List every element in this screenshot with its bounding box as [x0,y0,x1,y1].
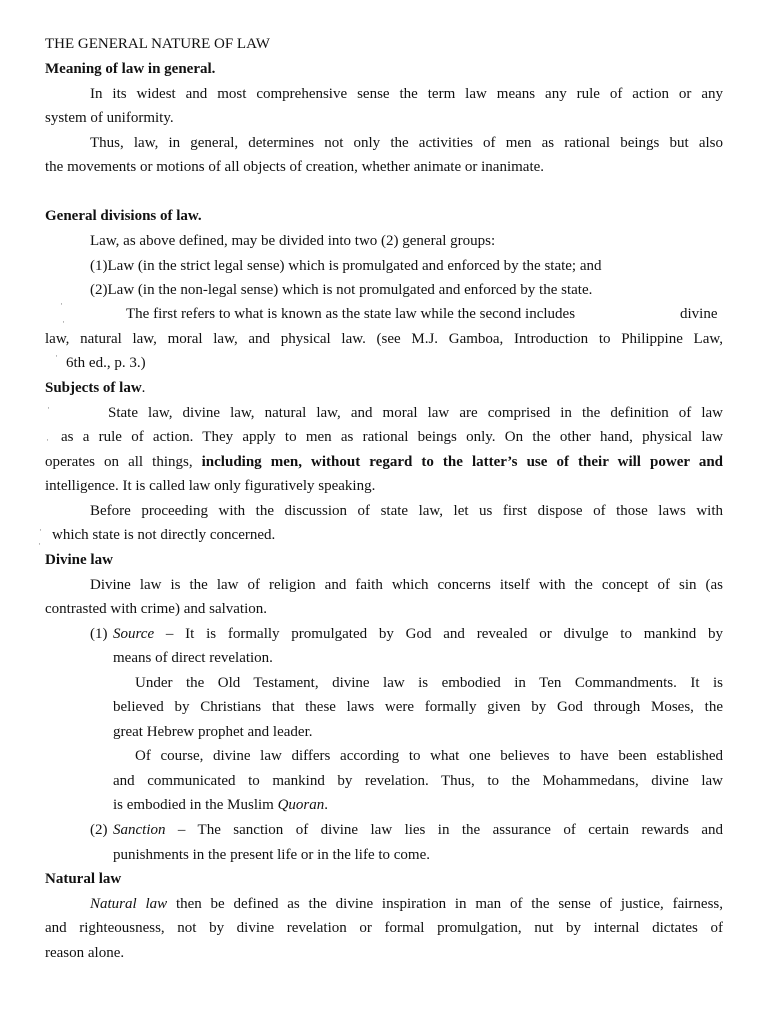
document-title: THE GENERAL NATURE OF LAW [45,36,270,52]
natural-p1-term: Natural law [90,896,168,912]
list-text: Law (in the strict legal sense) which is promulgated and enforced by the state; and [107,258,602,274]
subjects-p1-line4: intelligence. It is called law only figuratively speaking. [45,478,376,494]
list-number: (2) [90,282,108,298]
divisions-p-line3: 6th ed., p. 3.) [66,355,146,371]
meaning-p1-line2: system of uniformity. [45,110,174,126]
subjects-p1-line3-bold: including men, without regard to the latter’s use of their will power and [201,454,724,470]
divine-item2-line2: punishments in the present life or in the life to come. [113,847,431,863]
divine-item1-number: (1) [90,626,108,642]
subjects-p1-line3 [45,453,723,471]
divisions-p-line2: law, natural law, moral law, and physical law. (see M.J. Gamboa, Introduction to Philippine Law, [45,331,723,347]
natural-p1-line3: reason alone. [45,945,125,961]
scan-speck: · [60,299,63,309]
scan-speck: · [38,539,41,549]
list-number: (1) [90,258,108,274]
divisions-item-2 [90,281,592,299]
divine-sub2-period: . [324,797,328,813]
meaning-p2-line1: Thus, law, in general, determines not only the activities of men as rational beings but also [90,135,723,151]
subjects-p1-line1: State law, divine law, natural law, and moral law are comprised in the definition of law [108,405,723,421]
divine-item2-number: (2) [90,822,108,838]
divine-sub2-term: Quoran [277,797,325,813]
divine-item2-term: Sanction [113,822,166,838]
natural-p1-line2: and righteousness, not by divine revelation or formal promulgation, nut by internal dictates of [45,920,723,936]
subjects-p1-line3-a: operates on all things, [45,454,193,470]
divine-item1-line1 [113,625,723,643]
scan-speck: · [39,525,42,535]
heading-subjects [45,379,145,397]
meaning-p2-line2: the movements or motions of all objects of creation, whether animate or inanimate. [45,159,545,175]
list-text: Law (in the non-legal sense) which is not promulgated and enforced by the state. [107,282,593,298]
heading-divisions: General divisions of law. [45,208,202,224]
scan-speck: · [47,403,50,413]
divine-sub2-line3-text: is embodied in the Muslim [113,797,274,813]
subjects-p2-line1: Before proceeding with the discussion of state law, let us first dispose of those laws with [90,503,723,519]
divisions-p-line1-end: divine [680,306,718,322]
heading-meaning: Meaning of law in general. [45,61,216,77]
divisions-intro: Law, as above defined, may be divided into two (2) general groups: [90,233,496,249]
divine-sub1-line1: Under the Old Testament, divine law is embodied in Ten Commandments. It is [135,675,723,691]
subjects-p2-line2: which state is not directly concerned. [52,527,276,543]
heading-subjects-text: Subjects of law [45,380,142,396]
divine-p1-line2: contrasted with crime) and salvation. [45,601,268,617]
divine-sub2-line3 [113,796,328,814]
divine-item1-term: Source [113,626,155,642]
divine-sub1-line2: believed by Christians that these laws were formally given by God through Moses, the [113,699,723,715]
scan-speck: · [55,351,58,361]
subjects-p1-line2: as a rule of action. They apply to men as rational beings only. On the other hand, physical law [61,429,723,445]
divine-sub2-line2: and communicated to mankind by revelation. Thus, to the Mohammedans, divine law [113,773,723,789]
scan-speck: · [62,317,65,327]
divine-sub1-line3: great Hebrew prophet and leader. [113,724,313,740]
divine-item2-text: – The sanction of divine law lies in the assurance of certain rewards and [177,822,723,838]
heading-natural: Natural law [45,871,122,887]
divine-sub2-line1: Of course, divine law differs according to what one believes to have been established [135,748,723,764]
divisions-p-line1: The first refers to what is known as the state law while the second includes [126,306,576,322]
scan-speck: · [46,435,49,445]
divine-p1-line1: Divine law is the law of religion and faith which concerns itself with the concept of sin (as [90,577,723,593]
divisions-item-1 [90,257,602,275]
heading-divine: Divine law [45,552,113,568]
divine-item1-line2: means of direct revelation. [113,650,273,666]
heading-subjects-period: . [141,380,146,396]
divine-item1-text: – It is formally promulgated by God and revealed or divulge to mankind by [165,626,724,642]
divine-item2-line1 [113,821,723,839]
natural-p1-line1 [90,895,723,913]
meaning-p1-line1: In its widest and most comprehensive sense the term law means any rule of action or any [90,86,723,102]
natural-p1-line1-text: then be defined as the divine inspiration in man of the sense of justice, fairness, [175,896,723,912]
